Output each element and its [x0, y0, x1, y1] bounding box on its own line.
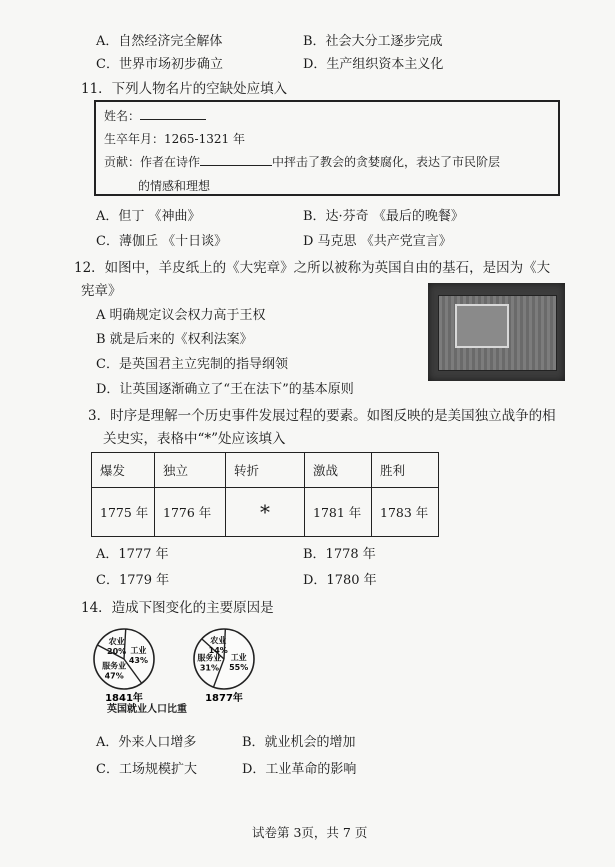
q10-option-d: D．生产组织资本主义化	[303, 57, 444, 72]
q10-option-a: A．自然经济完全解体	[96, 34, 223, 49]
timeline-header-cell: 独立	[155, 453, 226, 488]
card-dates: 生卒年月：1265-1321 年	[104, 132, 245, 146]
pie-slice-value: 47%	[104, 671, 124, 681]
q14-option-d: D．工业革命的影响	[242, 762, 357, 777]
timeline-value-cell: 1781 年	[305, 488, 372, 537]
q13-option-b: B．1778 年	[303, 547, 376, 562]
q14-option-b: B．就业机会的增加	[242, 735, 356, 750]
timeline-header-cell: 转折	[226, 453, 305, 488]
q11-stem: 11．下列人物名片的空缺处应填入	[81, 81, 288, 97]
q13-option-a: A．1777 年	[96, 547, 169, 562]
timeline-missing-cell: *	[226, 488, 305, 537]
q14-option-a: A．外来人口增多	[96, 735, 197, 750]
q11-option-c: C．薄伽丘 《十日谈》	[96, 234, 228, 249]
q14-option-c: C．工场规模扩大	[96, 762, 197, 777]
q12-option-d: D．让英国逐渐确立了“王在法下”的基本原则	[96, 382, 354, 397]
q11-option-b: B．达·芬奇 《最后的晚餐》	[303, 209, 464, 224]
q12-option-b: B 就是后来的《权利法案》	[96, 332, 253, 347]
card-name-line	[104, 107, 206, 124]
document-seal	[455, 304, 509, 348]
figure-caption: 英国就业人口比重	[107, 704, 187, 715]
card-work-blank	[200, 153, 272, 166]
parchment-document	[438, 295, 557, 371]
q11-option-d: D 马克思 《共产党宣言》	[303, 234, 452, 249]
pie-slice-value: 55%	[229, 662, 249, 672]
q10-option-c: C．世界市场初步确立	[96, 57, 223, 72]
q13-stem-line2: 关史实，表格中“*”处应该填入	[103, 431, 286, 447]
q13-option-c: C．1779 年	[96, 573, 170, 588]
card-contribution-line	[104, 153, 500, 170]
card-contrib-line2: 的情感和理想	[138, 179, 211, 193]
pie-slice-label: 工业	[230, 652, 247, 662]
pie-slice-value: 31%	[199, 663, 220, 673]
pie-slice-label: 服务业	[197, 653, 222, 663]
q12-option-a: A 明确规定议会权力高于王权	[96, 308, 266, 323]
q13-stem-line1: 3．时序是理解一个历史事件发展过程的要素。如图反映的是美国独立战争的相	[88, 408, 556, 424]
pie-year-label: 1841年	[105, 693, 143, 704]
timeline-header-cell: 胜利	[372, 453, 439, 488]
timeline-header-cell: 爆发	[92, 453, 155, 488]
q10-option-b: B．社会大分工逐步完成	[303, 34, 443, 49]
pie-slice-value: 20%	[107, 646, 127, 656]
card-name-blank	[140, 107, 206, 120]
magna-carta-image	[428, 283, 565, 381]
pie-year-label: 1877年	[205, 693, 243, 704]
timeline-header-cell: 激战	[305, 453, 372, 488]
timeline-value-row	[92, 488, 439, 537]
q12-stem-line2: 宪章》	[81, 283, 122, 299]
q12-stem-line1: 12．如图中，羊皮纸上的《大宪章》之所以被称为英国自由的基石，是因为《大	[74, 260, 551, 276]
q12-option-c: C．是英国君主立宪制的指导纲领	[96, 357, 288, 372]
pie-slice-value: 43%	[128, 655, 148, 665]
pie-slice-label: 工业	[130, 645, 147, 655]
pie-slice-label: 农业	[210, 636, 227, 646]
pie-slice-label: 农业	[108, 636, 125, 646]
card-contrib-suffix: 中抨击了教会的贪婪腐化，表达了市民阶层	[272, 155, 501, 169]
timeline-value-cell: 1783 年	[372, 488, 439, 537]
q13-option-d: D．1780 年	[303, 573, 377, 588]
card-contrib-prefix: 贡献：作者在诗作	[104, 155, 201, 169]
card-name-label: 姓名：	[104, 109, 141, 123]
timeline-table	[91, 452, 439, 537]
page-footer: 试卷第 3页，共 7 页	[252, 825, 368, 840]
timeline-value-cell: 1776 年	[155, 488, 226, 537]
name-card	[94, 100, 560, 196]
pie-slice-value: 14%	[208, 646, 228, 656]
timeline-value-cell: 1775 年	[92, 488, 155, 537]
q14-stem: 14．造成下图变化的主要原因是	[81, 600, 274, 616]
pies-group	[94, 629, 254, 704]
q11-option-a: A．但丁 《神曲》	[96, 209, 201, 224]
timeline-header-row	[92, 453, 439, 488]
pie-slice-label: 服务业	[102, 661, 127, 671]
